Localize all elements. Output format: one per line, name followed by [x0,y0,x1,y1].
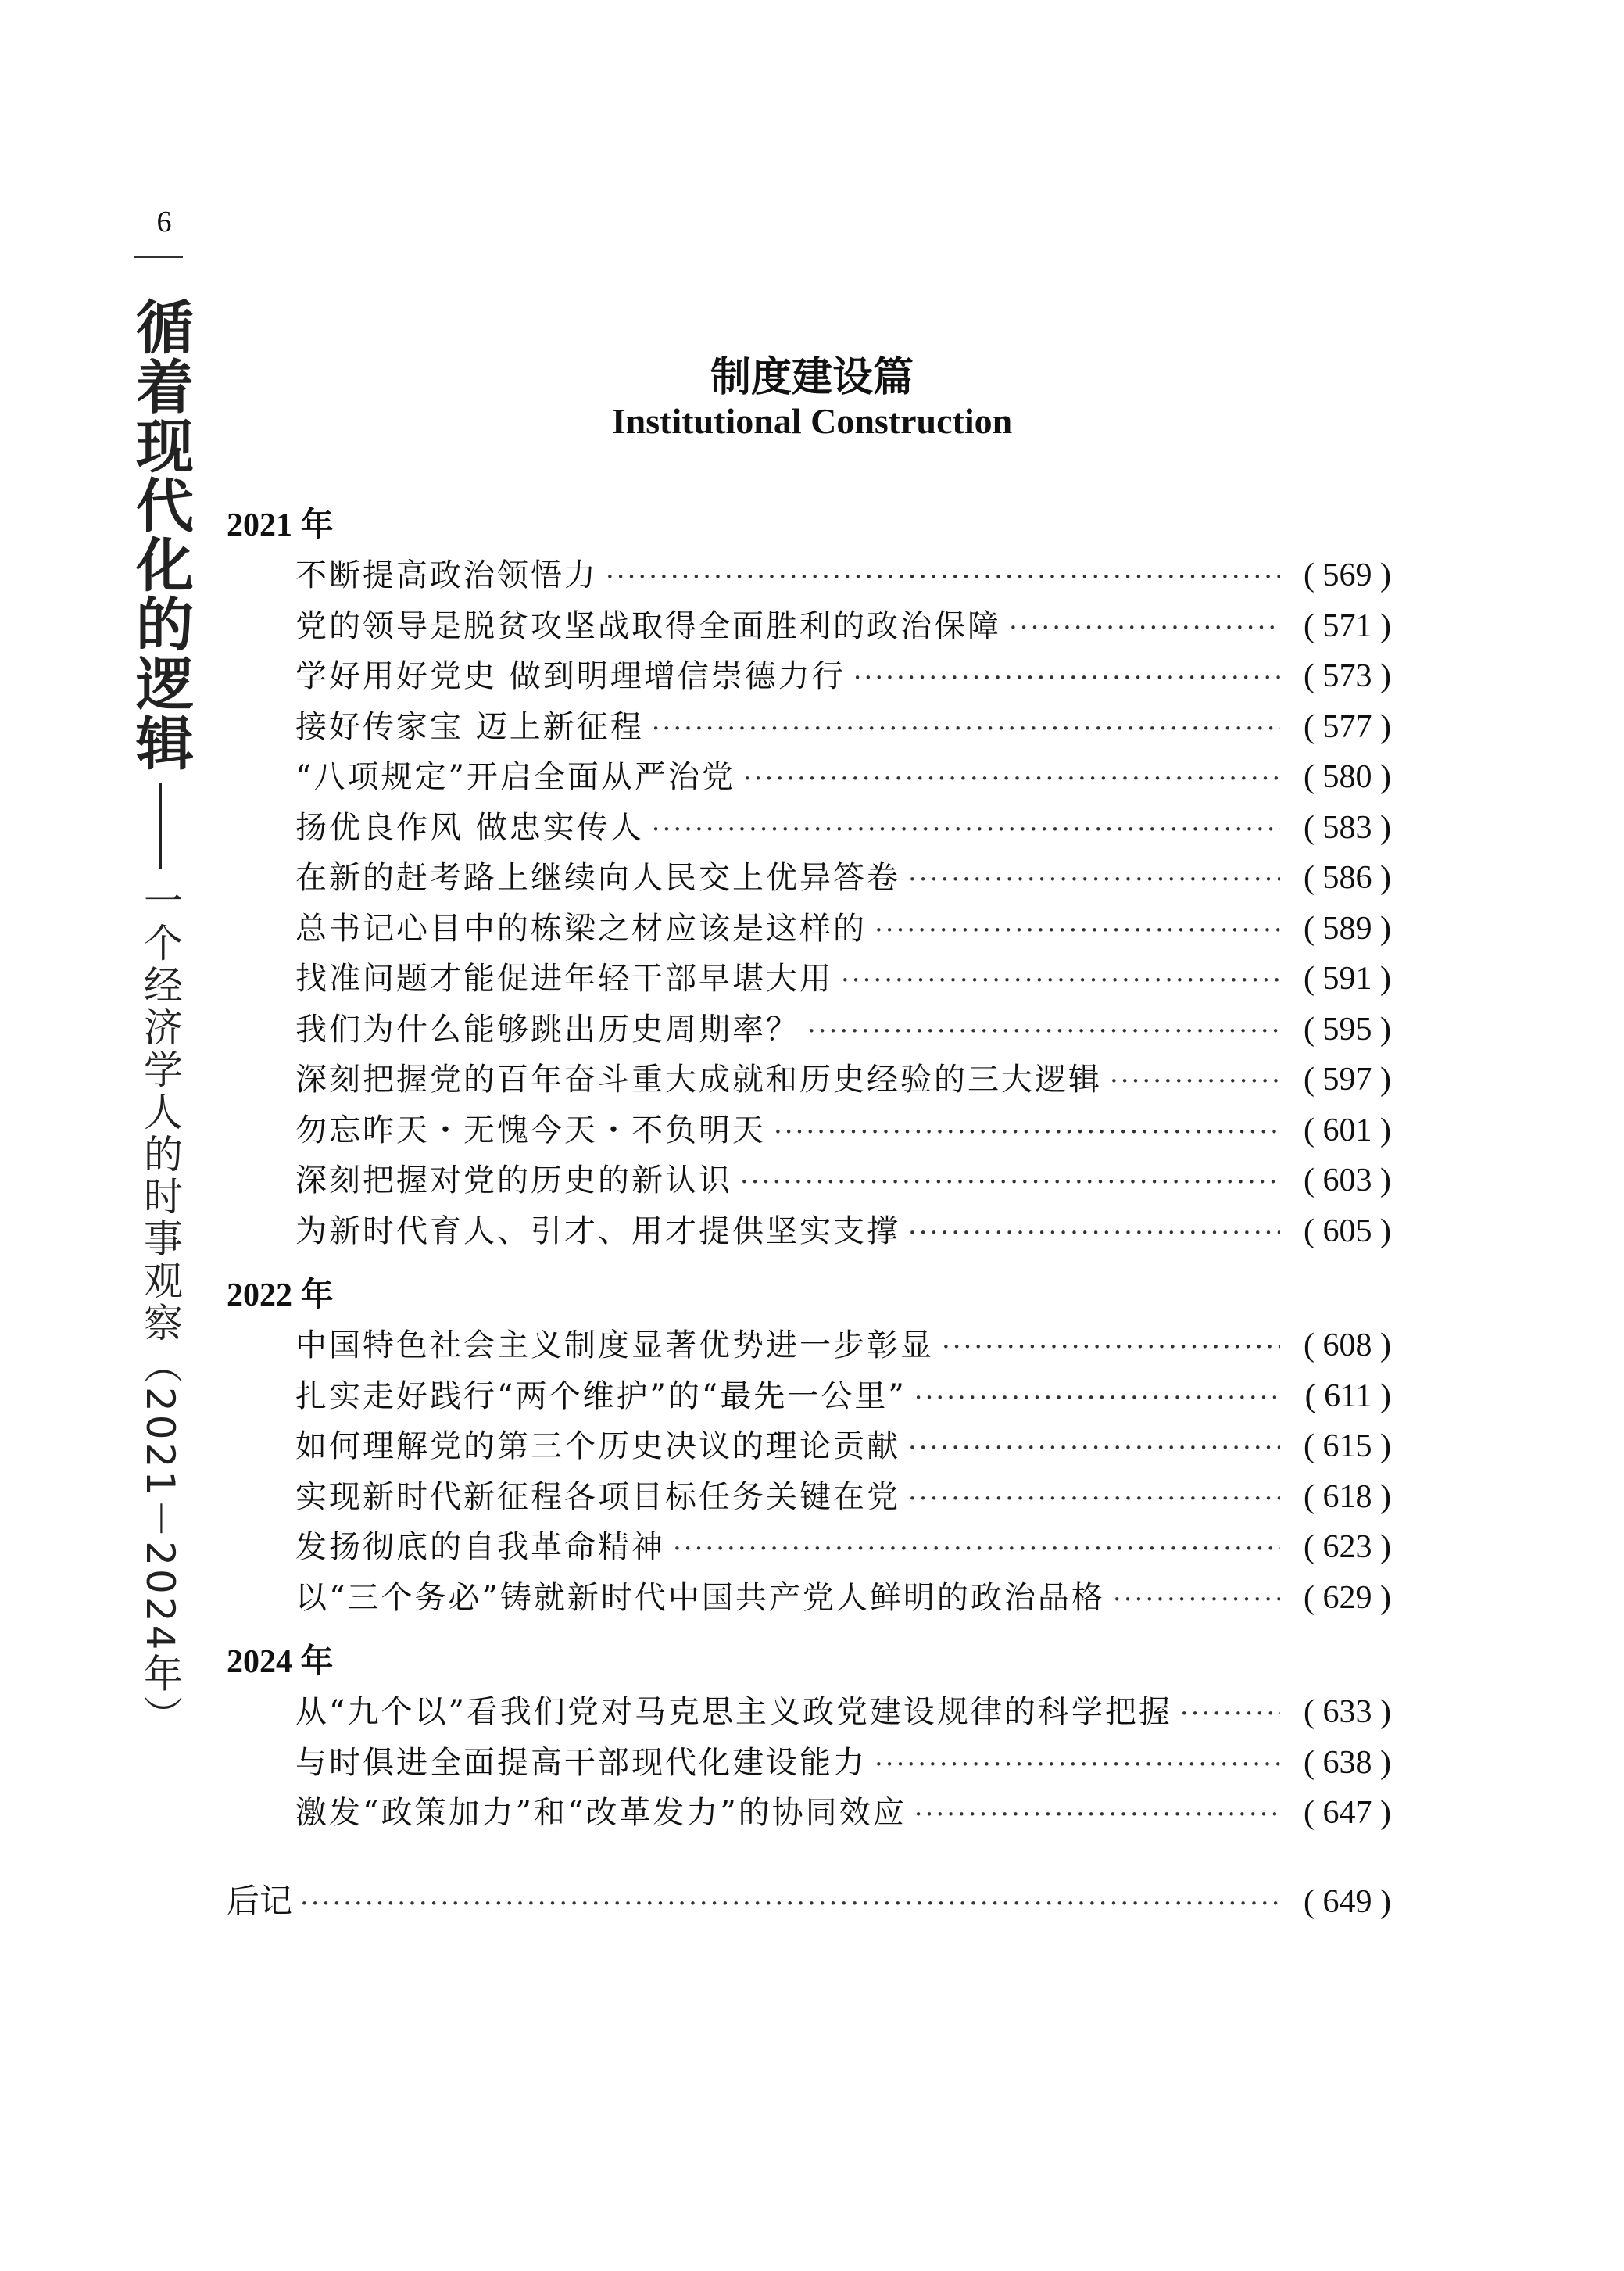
toc-entry-title: 扬优良作风 做忠实传人 [295,809,644,846]
toc-entry-page: ( 605 ) [1304,1213,1391,1249]
title-dash [159,783,162,869]
toc-entry-title: 学好用好党史 做到明理增信崇德力行 [295,658,846,694]
afterword-entry[interactable] [227,1876,1391,1926]
toc-entry-title: 不断提高政治领悟力 [295,557,598,593]
leader-dots [875,1739,1280,1790]
toc-entry[interactable] [227,1055,1391,1105]
toc-entry-title: 激发“政策加力”和“改革发力”的协同效应 [295,1795,907,1831]
leader-dots [1180,1689,1280,1739]
leader-dots [743,754,1280,804]
toc-entry[interactable] [227,904,1391,955]
toc-entry-title: 深刻把握党的百年奋斗重大成就和历史经验的三大逻辑 [295,1062,1102,1098]
toc-entry[interactable] [227,1738,1391,1789]
toc-entry-title: 在新的赶考路上继续向人民交上优异答卷 [295,860,900,896]
toc-entry[interactable] [227,1320,1391,1371]
toc-entry-title: 为新时代育人、引才、用才提供坚实支撑 [295,1213,900,1249]
toc-entry[interactable] [227,1371,1391,1422]
toc-entry[interactable] [227,752,1391,803]
toc-entry-page: ( 629 ) [1304,1579,1391,1616]
toc-entry[interactable] [227,1155,1391,1206]
toc-entry-page: ( 577 ) [1304,708,1391,745]
toc-entry-title: 扎实走好践行“两个维护”的“最先一公里” [295,1377,907,1414]
toc-entry-title: 如何理解党的第三个历史决议的理论贡献 [295,1428,900,1464]
toc-entry-page: ( 589 ) [1304,910,1391,947]
toc-entry[interactable] [227,550,1391,601]
toc-entry-title: 勿忘昨天・无愧今天・不负明天 [295,1112,766,1148]
afterword-page: ( 649 ) [1304,1883,1391,1920]
toc-entry-page: ( 591 ) [1304,961,1391,997]
toc-entry-title: 以“三个务必”铸就新时代中国共产党人鲜明的政治品格 [295,1579,1105,1616]
toc-entry[interactable] [227,1206,1391,1257]
leader-dots [1113,1574,1280,1625]
toc-entry-title: 中国特色社会主义制度显著优势进一步彰显 [295,1327,934,1363]
afterword-title: 后记 [227,1881,293,1920]
leader-dots [914,1373,1280,1424]
toc-entry[interactable] [227,601,1391,652]
toc-entry-title: 深刻把握对党的历史的新认识 [295,1162,732,1198]
toc-entry-page: ( 583 ) [1304,809,1391,846]
toc-entry-page: ( 638 ) [1304,1744,1391,1781]
page-number-rule [134,256,183,258]
toc-entry-title: 实现新时代新征程各项目标任务关键在党 [295,1478,900,1515]
leader-dots [908,1423,1280,1474]
toc-entry-page: ( 580 ) [1304,759,1391,795]
toc-entry-page: ( 647 ) [1304,1795,1391,1831]
toc-entry[interactable] [227,1522,1391,1573]
section-title-en: Institutional Construction [611,401,1013,441]
leader-dots [673,1524,1280,1574]
toc-entry-title: 总书记心目中的栋梁之材应该是这样的 [295,910,867,947]
leader-dots [908,1474,1280,1524]
year-heading: 2021 年 [227,507,334,543]
year-heading: 2022 年 [227,1277,334,1313]
toc-entry-title: 与时俱进全面提高干部现代化建设能力 [295,1744,867,1781]
toc-entry-title: 找准问题才能促进年轻干部早堪大用 [295,961,833,997]
toc-entry[interactable] [227,702,1391,753]
toc-entry-title: 接好传家宝 迈上新征程 [295,708,644,745]
leader-dots [841,955,1280,1006]
toc-entry[interactable] [227,651,1391,702]
leader-dots [875,905,1280,956]
toc-entry[interactable] [227,1788,1391,1839]
leader-dots [652,804,1280,855]
leader-dots [1110,1056,1280,1107]
toc-entry-page: ( 586 ) [1304,860,1391,896]
toc-entry-page: ( 595 ) [1304,1011,1391,1048]
toc-entry-page: ( 603 ) [1304,1162,1391,1198]
book-title-sidebar [117,297,203,1738]
toc-entry-title: 从“九个以”看我们党对马克思主义政党建设规律的科学把握 [295,1694,1172,1730]
page-number: 6 [156,206,172,238]
toc-entry-page: ( 618 ) [1304,1478,1391,1515]
toc-entry[interactable] [227,1005,1391,1055]
toc-entry-title: 发扬彻底的自我革命精神 [295,1529,665,1565]
leader-dots [853,653,1280,704]
leader-dots [942,1322,1280,1373]
toc-entry[interactable] [227,1472,1391,1523]
leader-dots [740,1157,1280,1208]
toc-entry-page: ( 571 ) [1304,607,1391,644]
toc-entry[interactable] [227,803,1391,854]
leader-dots [908,1208,1280,1259]
toc-entry-page: ( 633 ) [1304,1694,1391,1730]
leader-dots [774,1107,1280,1158]
leader-dots [908,854,1280,905]
leader-dots [652,704,1280,754]
toc-entry[interactable] [227,1573,1391,1624]
section-title-cn: 制度建设篇 [710,354,914,401]
toc-entry-title: 我们为什么能够跳出历史周期率？ [295,1011,799,1048]
year-heading: 2024 年 [227,1644,334,1680]
toc-entry-page: ( 608 ) [1304,1327,1391,1363]
book-title: 循着现代化的逻辑 [127,297,194,772]
toc-entry-page: ( 623 ) [1304,1529,1391,1565]
toc-entry[interactable] [227,1105,1391,1156]
toc-entry-page: ( 573 ) [1304,658,1391,694]
toc-entry[interactable] [227,954,1391,1005]
leader-dots [914,1789,1280,1840]
toc-entry-page: ( 569 ) [1304,557,1391,593]
table-of-contents [227,500,1391,1926]
toc-entry-page: ( 601 ) [1304,1112,1391,1148]
book-subtitle: 一个经济学人的时事观察（2021－2024年） [138,880,183,1738]
toc-entry-title: “八项规定”开启全面从严治党 [295,759,735,795]
toc-entry[interactable] [227,1421,1391,1472]
toc-entry-page: ( 611 ) [1304,1377,1391,1414]
leader-dots [807,1006,1280,1057]
toc-entry[interactable] [227,853,1391,904]
toc-entry-page: ( 597 ) [1304,1062,1391,1098]
leader-dots [300,1879,1280,1929]
leader-dots [1009,603,1280,654]
toc-entry-page: ( 615 ) [1304,1428,1391,1464]
toc-entry[interactable] [227,1687,1391,1738]
leader-dots [606,552,1280,603]
toc-entry-title: 党的领导是脱贫攻坚战取得全面胜利的政治保障 [295,607,1001,644]
